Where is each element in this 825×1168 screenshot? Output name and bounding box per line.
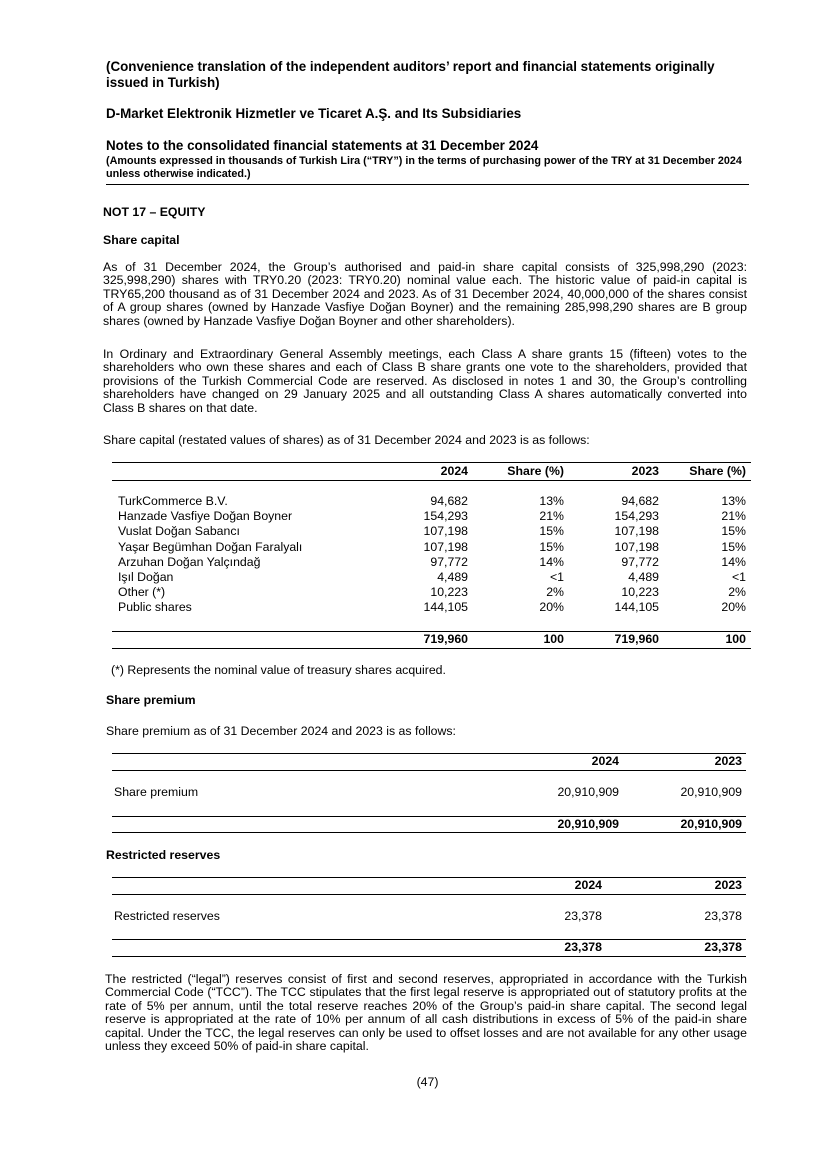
share-premium-heading: Share premium bbox=[106, 693, 196, 707]
shareholder-value-2023: 4,489 bbox=[628, 570, 659, 584]
shareholder-share-2024: 2% bbox=[546, 585, 564, 599]
shareholder-share-2024: 15% bbox=[539, 540, 564, 554]
premium-table-bottom-rule bbox=[112, 832, 746, 833]
premium-header-2024: 2024 bbox=[591, 754, 619, 768]
share-table-total-2023: 719,960 bbox=[614, 632, 659, 646]
shareholder-value-2023: 97,772 bbox=[621, 555, 659, 569]
shareholder-name: Işıl Doğan bbox=[118, 570, 174, 584]
shareholder-name: Arzuhan Doğan Yalçındağ bbox=[118, 555, 261, 569]
company-name: D-Market Elektronik Hizmetler ve Ticaret A.Ş. and Its Subsidiaries bbox=[106, 106, 522, 121]
section-title: NOT 17 – EQUITY bbox=[103, 205, 206, 219]
share-table-header-2024: 2024 bbox=[440, 464, 468, 478]
shareholder-name: Vuslat Doğan Sabancı bbox=[118, 524, 240, 538]
shareholder-value-2024: 94,682 bbox=[430, 494, 468, 508]
shareholder-name: Other (*) bbox=[118, 585, 166, 599]
amounts-note: (Amounts expressed in thousands of Turkish Lira (“TRY”) in the terms of purchasing power of the TRY at 31 December 2024 unless otherwise indicated.) bbox=[106, 155, 742, 180]
shareholder-share-2024: 14% bbox=[539, 555, 564, 569]
shareholder-value-2023: 94,682 bbox=[621, 494, 659, 508]
share-table-header-2023: 2023 bbox=[631, 464, 659, 478]
restricted-reserves-paragraph: The restricted (“legal”) reserves consist of first and second reserves, appropriated in accordance with the Turkish Commercial Code (“TCC”). The TCC stipulates that the first legal reserve is appropriated out of statutory profits at the rate of 5% per annum, until the total reserve reaches 20% of the Group’s paid-in share capital. The second legal reserve is appropriated at the rate of 10% per annum of all cash distributions in excess of 5% of the paid-in share capital. Under the TCC, the legal reserves can only be used to offset losses and are not available for any other usage unless they exceed 50% of paid-in share capital. bbox=[105, 972, 747, 1054]
shareholder-share-2024: 21% bbox=[539, 509, 564, 523]
shareholder-value-2023: 10,223 bbox=[621, 585, 659, 599]
premium-total-2024: 20,910,909 bbox=[557, 817, 619, 831]
shareholder-share-2023: 21% bbox=[721, 509, 746, 523]
restricted-reserves-heading: Restricted reserves bbox=[106, 848, 221, 862]
shareholder-name: TurkCommerce B.V. bbox=[118, 494, 228, 508]
shareholder-share-2023: <1 bbox=[731, 570, 746, 584]
share-premium-intro: Share premium as of 31 December 2024 and 2023 is as follows: bbox=[106, 724, 456, 738]
reserves-table-bottom-rule bbox=[112, 956, 746, 957]
shareholder-name: Yaşar Begümhan Doğan Faralyalı bbox=[118, 540, 303, 554]
share-table-footnote: (*) Represents the nominal value of treasury shares acquired. bbox=[111, 663, 446, 677]
premium-header-2023: 2023 bbox=[714, 754, 742, 768]
shareholder-share-2024: 13% bbox=[539, 494, 564, 508]
shareholder-value-2024: 4,489 bbox=[437, 570, 468, 584]
shareholder-value-2023: 107,198 bbox=[614, 540, 659, 554]
premium-row-label: Share premium bbox=[114, 785, 199, 799]
share-capital-intro: Share capital (restated values of shares) as of 31 December 2024 and 2023 is as follows: bbox=[103, 433, 590, 447]
share-capital-paragraph-1: As of 31 December 2024, the Group’s authorised and paid-in share capital consists of 325,998,290 (2023: 325,998,290) shares with TRY0.20 (2023: TRY0.20) nominal value each. The historic value of paid-in capital is TRY65,200 thousand as of 31 December 2024 and 2023. As of 31 December 2024, 40,000,000 of the shares consist of A group shares (owned by Hanzade Vasfiye Doğan Boyner) and the remaining 285,998,290 shares are B group shares (owned by Hanzade Vasfiye Doğan Boyner and other shareholders). bbox=[103, 260, 747, 328]
header-divider bbox=[106, 184, 749, 185]
notes-title: Notes to the consolidated financial statements at 31 December 2024 bbox=[106, 138, 539, 153]
reserves-total-2024: 23,378 bbox=[564, 940, 602, 954]
shareholder-value-2024: 107,198 bbox=[423, 524, 468, 538]
translation-note: (Convenience translation of the independent auditors’ report and financial statements originally issued in Turkish) bbox=[106, 59, 715, 90]
share-table-header-share-2023: Share (%) bbox=[689, 464, 746, 478]
shareholder-value-2024: 97,772 bbox=[430, 555, 468, 569]
premium-value-2023: 20,910,909 bbox=[680, 785, 742, 799]
shareholder-share-2023: 20% bbox=[721, 600, 746, 614]
shareholder-share-2023: 14% bbox=[721, 555, 746, 569]
shareholder-name: Public shares bbox=[118, 600, 192, 614]
shareholder-share-2024: 15% bbox=[539, 524, 564, 538]
shareholder-share-2023: 2% bbox=[728, 585, 746, 599]
shareholder-value-2023: 144,105 bbox=[614, 600, 659, 614]
premium-total-2023: 20,910,909 bbox=[680, 817, 742, 831]
reserves-value-2023: 23,378 bbox=[704, 909, 742, 923]
reserves-header-2023: 2023 bbox=[714, 878, 742, 892]
share-table-total-share-2023: 100 bbox=[725, 632, 746, 646]
reserves-value-2024: 23,378 bbox=[564, 909, 602, 923]
reserves-table-header-rule bbox=[112, 894, 746, 895]
shareholder-share-2024: 20% bbox=[539, 600, 564, 614]
share-table-header-share-2024: Share (%) bbox=[507, 464, 564, 478]
shareholder-value-2023: 154,293 bbox=[614, 509, 659, 523]
share-table-bottom-rule bbox=[112, 648, 751, 649]
shareholder-value-2024: 10,223 bbox=[430, 585, 468, 599]
shareholder-share-2024: <1 bbox=[549, 570, 564, 584]
shareholder-value-2024: 144,105 bbox=[423, 600, 468, 614]
shareholder-name: Hanzade Vasfiye Doğan Boyner bbox=[118, 509, 293, 523]
premium-table-header-rule bbox=[112, 770, 746, 771]
share-table-total-share-2024: 100 bbox=[543, 632, 564, 646]
share-capital-heading: Share capital bbox=[103, 233, 180, 247]
shareholder-value-2024: 154,293 bbox=[423, 509, 468, 523]
reserves-header-2024: 2024 bbox=[574, 878, 602, 892]
share-capital-paragraph-2: In Ordinary and Extraordinary General Assembly meetings, each Class A share grants 15 (fifteen) votes to the shareholders who own these shares and each of Class B share grants one vote to the shareholders, provided that provisions of the Turkish Commercial Code are reserved. As disclosed in notes 1 and 30, the Group’s controlling shareholders have changed on 29 January 2025 and all outstanding Class A shares automatically converted into Class B shares on that date. bbox=[103, 347, 747, 415]
reserves-total-2023: 23,378 bbox=[704, 940, 742, 954]
shareholder-value-2023: 107,198 bbox=[614, 524, 659, 538]
page-number: (47) bbox=[416, 1075, 439, 1089]
share-table-total-2024: 719,960 bbox=[423, 632, 468, 646]
share-table-top-rule bbox=[112, 462, 751, 463]
shareholder-share-2023: 15% bbox=[721, 524, 746, 538]
share-table-header-rule bbox=[112, 480, 751, 481]
reserves-row-label: Restricted reserves bbox=[114, 909, 220, 923]
shareholder-share-2023: 15% bbox=[721, 540, 746, 554]
premium-value-2024: 20,910,909 bbox=[557, 785, 619, 799]
shareholder-share-2023: 13% bbox=[721, 494, 746, 508]
shareholder-value-2024: 107,198 bbox=[423, 540, 468, 554]
